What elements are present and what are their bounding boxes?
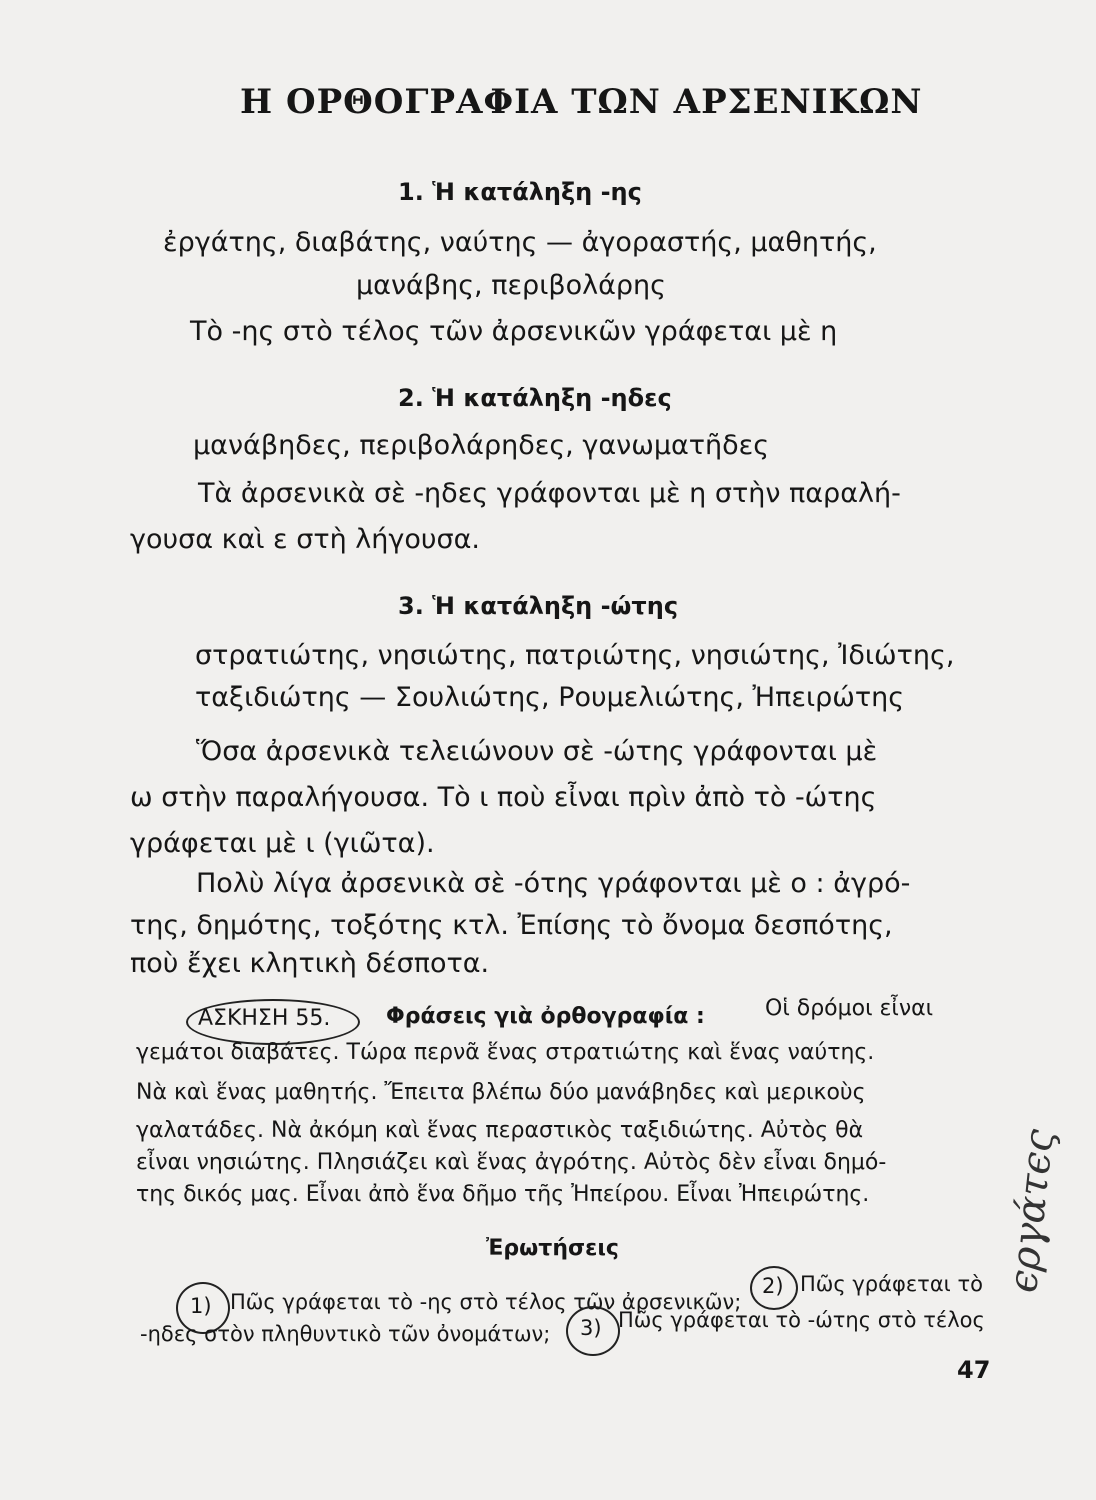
section-2-heading: 2. Ἡ κατάληξη -ηδες: [398, 384, 672, 412]
question-1-number: 1): [190, 1294, 212, 1318]
question-2-continuation: -ηδες στὸν πληθυντικὸ τῶν ὀνομάτων;: [140, 1322, 551, 1346]
section-1-rule: Τὸ -ης στὸ τέλος τῶν ἀρσενικῶν γράφεται μὲ η: [190, 316, 838, 347]
exercise-line-4: γαλατάδες. Νὰ ἀκόμη καὶ ἕνας περαστικὸς ταξιδιώτης. Αὐτὸς θὰ: [136, 1118, 864, 1143]
section-3-examples-line-1: στρατιώτης, νησιώτης, πατριώτης, νησιώτης, Ἰδιώτης,: [195, 640, 955, 671]
page-title: Η ΟΡΘΟΓΡΑΦΙΑ ΤΩΝ ΑΡΣΕΝΙΚΩΝ: [240, 82, 923, 122]
margin-handwriting: ϵργάτϵς: [1000, 1127, 1063, 1295]
exercise-line-1: Οἱ δρόμοι εἶναι: [765, 996, 934, 1021]
exercise-heading: Φράσεις γιὰ ὀρθογραφία :: [386, 1004, 705, 1029]
section-2-examples: μανάβηδες, περιβολάρηδες, γανωματῆδες: [193, 430, 770, 461]
question-2-text: Πῶς γράφεται τὸ: [800, 1272, 983, 1296]
section-3-heading: 3. Ἡ κατάληξη -ώτης: [398, 592, 679, 620]
section-1-examples-line-2: μανάβης, περιβολάρης: [356, 270, 666, 301]
section-2-rule-line-1: Τὰ ἀρσενικὰ σὲ -ηδες γράφονται μὲ η στὴν παραλή-: [198, 478, 901, 509]
question-2-number: 2): [762, 1274, 784, 1298]
exercise-line-3: Νὰ καὶ ἕνας μαθητής. Ἔπειτα βλέπω δύο μανάβηδες καὶ μερικοὺς: [136, 1080, 866, 1105]
question-3-text: Πῶς γράφεται τὸ -ώτης στὸ τέλος: [618, 1308, 985, 1332]
exercise-line-6: της δικός μας. Εἶναι ἀπὸ ἕνα δῆμο τῆς Ἠπείρου. Εἶναι Ἠπειρώτης.: [136, 1182, 870, 1207]
page-number: 47: [957, 1356, 991, 1384]
section-1-examples-line-1: ἐργάτης, διαβάτης, ναύτης — ἀγοραστής, μαθητής,: [163, 227, 877, 258]
section-3-rule-line-2: ω στὴν παραλήγουσα. Τὸ ι ποὺ εἶναι πρὶν ἀπὸ τὸ -ώτης: [130, 782, 877, 813]
section-3-rule2-line-3: ποὺ ἔχει κλητικὴ δέσποτα.: [130, 948, 490, 979]
exercise-line-2: γεμάτοι διαβάτες. Τώρα περνᾶ ἕνας στρατιώτης καὶ ἕνας ναύτης.: [136, 1040, 875, 1065]
section-3-rule-line-3: γράφεται μὲ ι (γιῶτα).: [130, 828, 435, 859]
exercise-label: ΑΣΚΗΣΗ 55.: [198, 1006, 331, 1031]
section-2-rule-line-2: γουσα καὶ ε στὴ λήγουσα.: [130, 524, 480, 555]
exercise-line-5: εἶναι νησιώτης. Πλησιάζει καὶ ἕνας ἀγρότης. Αὐτὸς δὲν εἶναι δημό-: [136, 1150, 887, 1175]
question-3-number: 3): [580, 1316, 602, 1340]
question-1-text: Πῶς γράφεται τὸ -ης στὸ τέλος τῶν ἀρσενικῶν;: [230, 1290, 742, 1314]
section-3-rule2-line-2: της, δημότης, τοξότης κτλ. Ἐπίσης τὸ ὄνομα δεσπότης,: [130, 910, 893, 941]
questions-heading: Ἐρωτήσεις: [486, 1236, 619, 1261]
section-3-examples-line-2: ταξιδιώτης — Σουλιώτης, Ρουμελιώτης, Ἠπειρώτης: [195, 682, 905, 713]
section-3-rule-line-1: Ὅσα ἀρσενικὰ τελειώνουν σὲ -ώτης γράφονται μὲ: [196, 736, 878, 767]
section-3-rule2-line-1: Πολὺ λίγα ἀρσενικὰ σὲ -ότης γράφονται μὲ ο : ἀγρό-: [196, 868, 911, 899]
section-1-heading: 1. Ἡ κατάληξη -ης: [398, 178, 642, 206]
